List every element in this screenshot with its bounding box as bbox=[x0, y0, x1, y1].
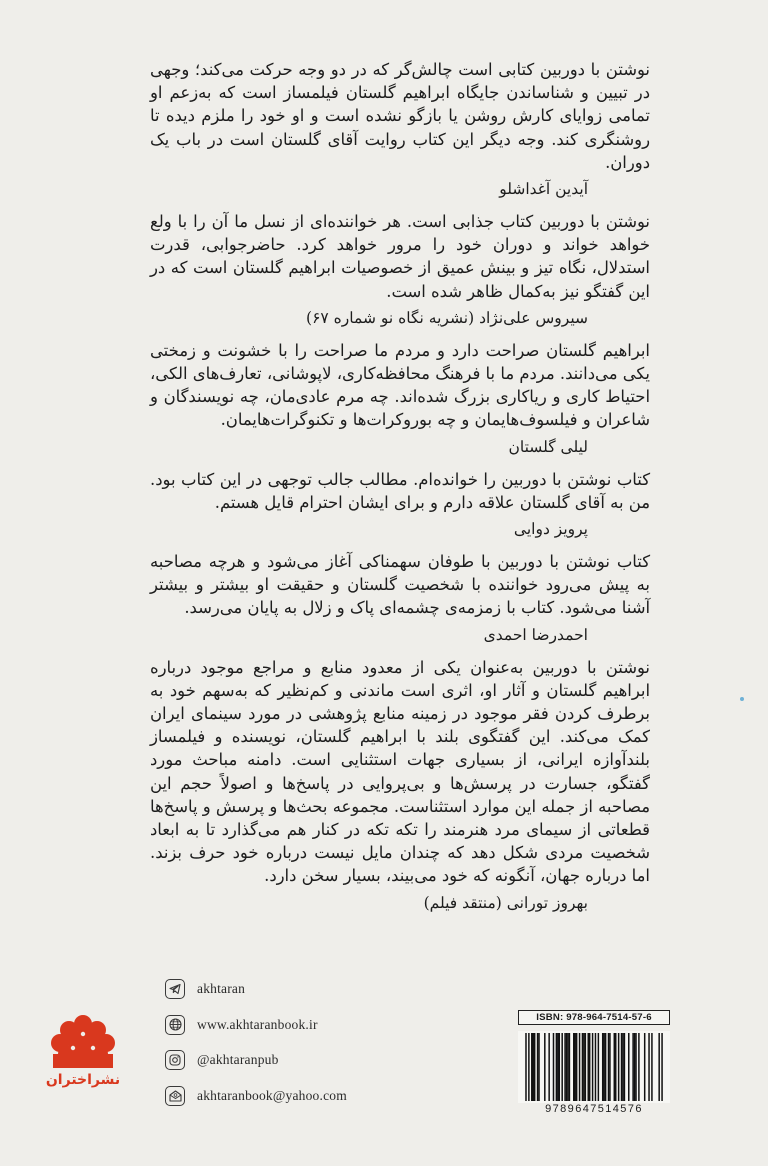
telegram-icon bbox=[165, 979, 185, 999]
review-lili-golestan bbox=[150, 339, 650, 458]
email-icon bbox=[165, 1086, 185, 1106]
contact-telegram[interactable] bbox=[165, 977, 425, 1001]
barcode-bar bbox=[589, 1033, 591, 1101]
barcode-bar bbox=[595, 1033, 597, 1101]
barcode-bar bbox=[635, 1033, 637, 1101]
barcode-bar bbox=[538, 1033, 540, 1101]
review-text: ابراهیم گلستان صراحت دارد و مردم ما صراحت را با خشونت و زمختی یکی می‌دانند. مردم ما با فرهنگ محافظه‌کاری، لاپوشانی، تعارف‌های الکی، احتیاط کاری و ریاکاری بزرگ شده‌اند. چه مرم عادی‌مان، چه نویسندگان و شاعران و فیلسوف‌هایمان و چه بوروکرات‌ها و تکنوگرات‌هایمان. bbox=[150, 340, 650, 430]
review-text: نوشتن با دوربین کتاب جذابی است. هر خواننده‌ای از نسل ما آن را با ولع خواهد خواند و دوران خود را مرور خواهد کرد. حاضرجوابی، قدرت استدلال، نگاه تیز و بینش عمیق از خصوصیات ابراهیم گلستان است که در این گفتگو نیز به‌کمال ظاهر شده است. bbox=[150, 212, 650, 301]
barcode-bar bbox=[561, 1033, 563, 1101]
barcode-bar bbox=[624, 1033, 626, 1101]
barcode-bar bbox=[579, 1033, 581, 1101]
barcode-bar bbox=[608, 1033, 610, 1101]
review-aghdashloo bbox=[150, 58, 650, 200]
contact-instagram[interactable] bbox=[165, 1048, 425, 1072]
review-text: نوشتن با دوربین کتابی است چالش‌گر که در دو وجه حرکت می‌کند؛ وجهی در تبیین و شناساندن جایگاه ابراهیم گلستان فیلمساز است که به‌زعم او تمامی زوایای کارش روشن یا بازگو نشده است و او خود را ملزم دیده تا روشنگری کند. وجه دیگر این کتاب روایت آقای گلستان است در باب یک دوران. bbox=[150, 60, 650, 172]
barcode-bar bbox=[532, 1033, 534, 1101]
barcode-bar bbox=[587, 1033, 589, 1101]
review-tourani bbox=[150, 656, 650, 914]
barcode-bar bbox=[531, 1033, 533, 1101]
review-author: سیروس علی‌نژاد (نشریه نگاه نو شماره ۶۷) bbox=[306, 308, 588, 327]
blue-speck bbox=[740, 697, 744, 701]
barcode-bar bbox=[583, 1033, 585, 1101]
barcode-bar bbox=[609, 1033, 611, 1101]
barcode-bar bbox=[548, 1033, 550, 1101]
review-ahmadi bbox=[150, 550, 650, 646]
contact-website[interactable] bbox=[165, 1013, 425, 1037]
barcode-bar bbox=[559, 1033, 561, 1101]
barcode-bar bbox=[648, 1033, 650, 1101]
barcode-bar bbox=[618, 1033, 620, 1101]
barcode-bar bbox=[537, 1033, 539, 1101]
isbn-block bbox=[518, 1010, 670, 1122]
barcode-bar bbox=[622, 1033, 624, 1101]
barcode-bar bbox=[564, 1033, 566, 1101]
publisher-block bbox=[44, 1010, 122, 1088]
publisher-name: نشراختران bbox=[45, 1072, 121, 1088]
barcode-bar bbox=[528, 1033, 530, 1101]
website-url: www.akhtaranbook.ir bbox=[197, 1016, 318, 1032]
publisher-logo bbox=[47, 1010, 119, 1070]
globe-icon bbox=[165, 1015, 185, 1035]
instagram-handle: @akhtaranpub bbox=[197, 1052, 279, 1067]
barcode-bar bbox=[614, 1033, 616, 1101]
barcode-bar bbox=[585, 1033, 587, 1101]
barcode-bar bbox=[582, 1033, 584, 1101]
barcode-bar bbox=[651, 1033, 653, 1101]
barcode-bar bbox=[592, 1033, 594, 1101]
reviews-section bbox=[150, 58, 650, 924]
review-alinejad bbox=[150, 210, 650, 329]
barcode-bar bbox=[576, 1033, 578, 1101]
review-author: لیلی گلستان bbox=[508, 437, 588, 456]
barcode-bar bbox=[566, 1033, 568, 1101]
barcode-bar bbox=[544, 1033, 546, 1101]
barcode-bar bbox=[638, 1033, 640, 1101]
barcode-bar bbox=[658, 1033, 660, 1101]
review-text: کتاب نوشتن با دوربین با طوفان سهمناکی آغاز می‌شود و هرچه مصاحبه به پیش می‌رود خواننده با شخصیت گلستان و حقیقت او بیشتر و بیشتر آشنا می‌شود. کتاب با زمزمه‌ی چشمه‌ای پاک و زلال به پایان می‌رسد. bbox=[150, 552, 650, 618]
email-address: akhtaranbook@yahoo.com bbox=[197, 1087, 347, 1103]
barcode-bar bbox=[557, 1033, 559, 1101]
review-author: پرویز دوایی bbox=[513, 520, 588, 539]
barcode-bar bbox=[644, 1033, 646, 1101]
review-text: کتاب نوشتن با دوربین را خوانده‌ام. مطالب جالب توجهی در این کتاب بود. من به آقای گلستان علاقه دارم و برای ایشان احترام قایل هستم. bbox=[150, 469, 650, 512]
barcode-bar bbox=[556, 1033, 558, 1101]
barcode-bar bbox=[573, 1033, 575, 1101]
barcode-bar bbox=[598, 1033, 600, 1101]
review-author: احمدرضا احمدی bbox=[483, 625, 588, 644]
barcode-bar bbox=[534, 1033, 536, 1101]
review-author: آیدین آغداشلو bbox=[499, 180, 588, 199]
barcode-bar bbox=[621, 1033, 623, 1101]
isbn-label: ISBN: 978-964-7514-57-6 bbox=[518, 1010, 670, 1025]
barcode-bar bbox=[567, 1033, 569, 1101]
barcode-bar bbox=[615, 1033, 617, 1101]
review-davaee bbox=[150, 468, 650, 540]
review-text: نوشتن با دوربین به‌عنوان یکی از معدود منابع و مراجع موجود درباره ابراهیم گلستان و آثار او، اثری است ماندنی و کم‌نظیر که به‌سهم خود به برطرف کردن فقر موجود در زمینه منابع پژوهشی در مورد سینمای ایران کمک می‌کند. این گفتگوی بلند با ابراهیم گلستان، نویسنده و فیلمساز بلندآوازه ایرانی، از بسیاری جهات استثنایی است. دامنه مباحث مورد گفتگو، جسارت در پرسش‌ها و بی‌پروایی در پاسخ‌ها و اصولاً حجم این مصاحبه از جمله این موارد استثناست. مجموعه بحث‌ها و پرسش و پاسخ‌ها قطعاتی از سیمای مرد هنرمند را تکه تکه در کنار هم می‌گذارد تا به ابعاد شخصیت مردی شکل دهد که چندان مایل نیست درباره خود حرف بزند. اما درباره جهان، آنگونه که خود می‌بیند، بسیار سخن دارد. bbox=[150, 657, 650, 886]
barcode-bar bbox=[628, 1033, 630, 1101]
instagram-icon bbox=[165, 1050, 185, 1070]
telegram-handle: akhtaran bbox=[197, 981, 246, 996]
barcode-bar bbox=[569, 1033, 571, 1101]
barcode-bar bbox=[661, 1033, 663, 1101]
barcode-bar bbox=[525, 1033, 527, 1101]
barcode-bar bbox=[602, 1033, 604, 1101]
barcode bbox=[518, 1031, 670, 1103]
review-author: بهروز تورانی (منتقد فیلم) bbox=[423, 893, 588, 912]
barcode-digits: 9789647514576 bbox=[545, 1103, 643, 1115]
barcode-bar bbox=[605, 1033, 607, 1101]
barcode-bar bbox=[632, 1033, 634, 1101]
contact-email[interactable] bbox=[165, 1084, 425, 1108]
barcode-bar bbox=[603, 1033, 605, 1101]
contact-list bbox=[165, 977, 425, 1119]
barcode-bar bbox=[574, 1033, 576, 1101]
barcode-bar bbox=[634, 1033, 636, 1101]
barcode-bar bbox=[553, 1033, 555, 1101]
